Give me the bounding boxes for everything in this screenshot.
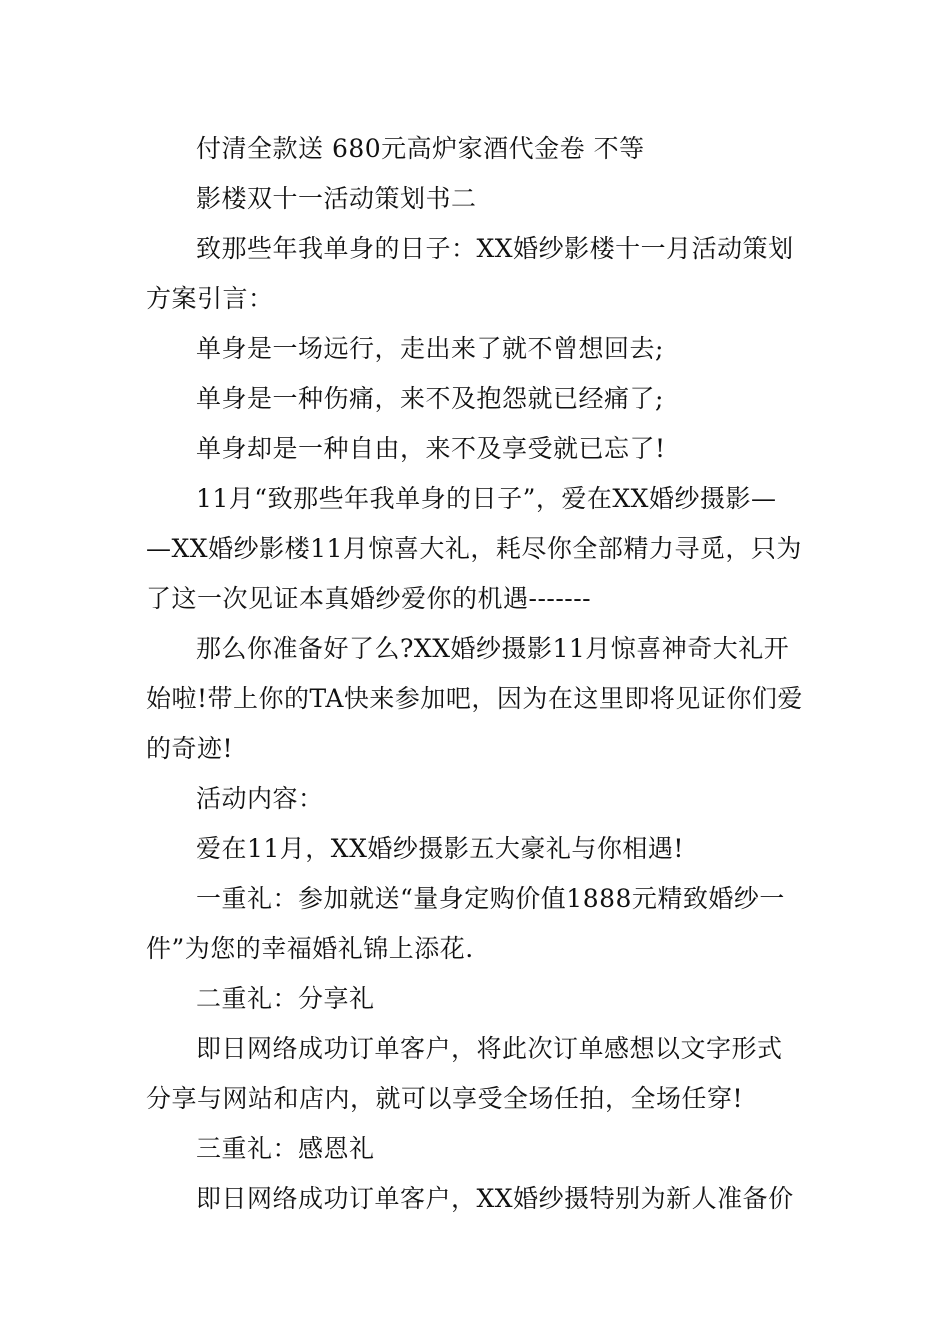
paragraph-line: 爱在11月，XX婚纱摄影五大豪礼与你相遇! [196,834,684,863]
paragraph-line: 活动内容： [196,784,324,813]
paragraph-line: 即日网络成功订单客户，XX婚纱摄特别为新人准备价 [196,1184,794,1213]
paragraph-line: 一重礼：参加就送“量身定购价值1888元精致婚纱一 [196,884,785,913]
paragraph-line: 方案引言： [146,284,274,313]
paragraph-line: —XX婚纱影楼11月惊喜大礼，耗尽你全部精力寻觅，只为 [146,534,802,563]
paragraph-line: 件”为您的幸福婚礼锦上添花. [146,934,474,963]
paragraph-line: 单身却是一种自由，来不及享受就已忘了! [196,434,666,463]
paragraph-line: 那么你准备好了么?XX婚纱摄影11月惊喜神奇大礼开 [196,634,790,663]
paragraph-line: 始啦!带上你的TA快来参加吧，因为在这里即将见证你们爱 [146,684,803,713]
paragraph-line: 即日网络成功订单客户，将此次订单感想以文字形式 [196,1034,783,1063]
paragraph-line: 三重礼：感恩礼 [196,1134,375,1163]
paragraph-line: 单身是一场远行，走出来了就不曾想回去; [196,334,664,363]
paragraph-line: 付清全款送 680元高炉家酒代金卷 不等 [196,134,645,163]
section-heading: 影楼双十一活动策划书二 [196,184,477,213]
paragraph-line: 了这一次见证本真婚纱爱你的机遇------- [146,584,592,613]
paragraph-line: 11月“致那些年我单身的日子”，爱在XX婚纱摄影— [196,484,777,513]
paragraph-line: 单身是一种伤痛，来不及抱怨就已经痛了; [196,384,664,413]
paragraph-line: 的奇迹! [146,734,234,763]
paragraph-line: 致那些年我单身的日子：XX婚纱影楼十一月活动策划 [196,234,794,263]
paragraph-line: 二重礼：分享礼 [196,984,375,1013]
paragraph-line: 分享与网站和店内，就可以享受全场任拍，全场任穿! [146,1084,744,1113]
